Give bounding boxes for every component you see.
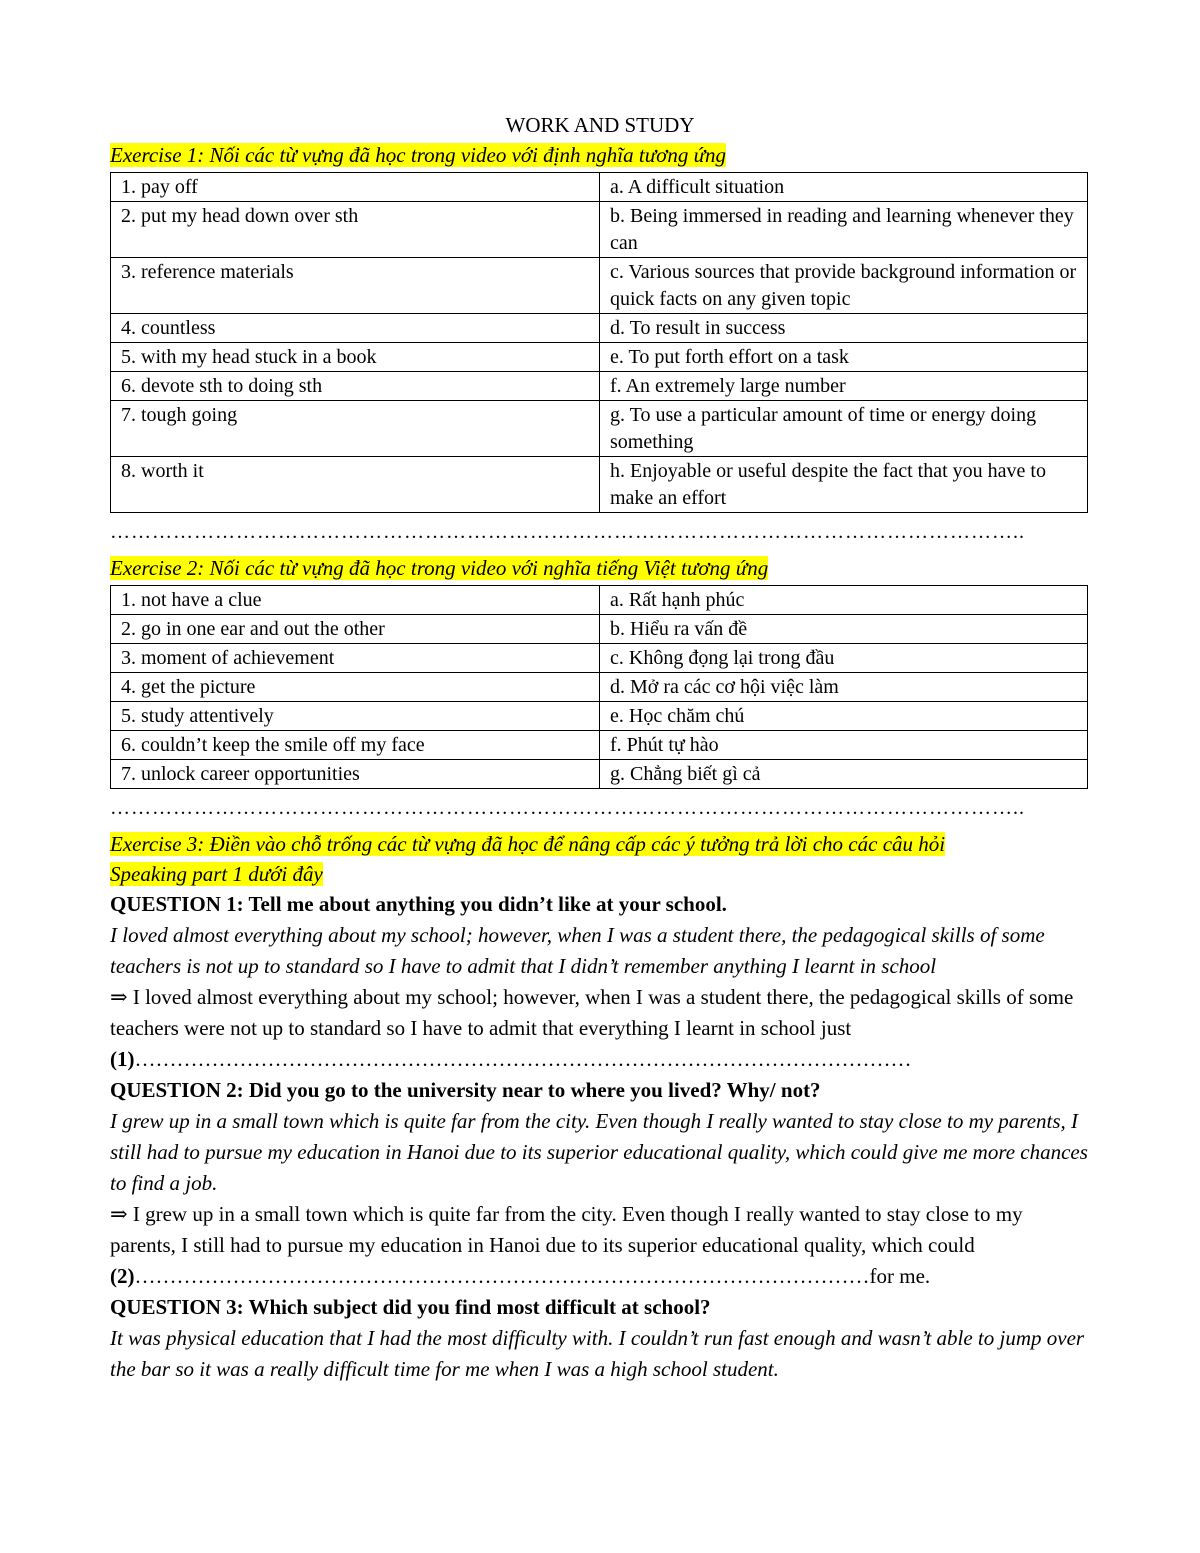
term-cell: 2. put my head down over sth bbox=[111, 202, 600, 258]
term-cell: 2. go in one ear and out the other bbox=[111, 615, 600, 644]
original-answer: It was physical education that I had the most difficulty with. I couldn’t run fast enough and wasn’t able to jump over the bar so it was a really difficult time for me when I was a high school student. bbox=[110, 1326, 1085, 1381]
definition-cell: c. Không đọng lại trong đầu bbox=[600, 644, 1088, 673]
term-cell: 6. devote sth to doing sth bbox=[111, 372, 600, 401]
definition-cell: g. To use a particular amount of time or energy doing something bbox=[600, 401, 1088, 457]
definition-cell: a. Rất hạnh phúc bbox=[600, 586, 1088, 615]
dotted-separator: ………………………………………………………………………………………………………………….. bbox=[110, 797, 1025, 819]
blank-label: (1) bbox=[110, 1047, 135, 1071]
term-cell: 7. unlock career opportunities bbox=[111, 760, 600, 789]
term-cell: 7. tough going bbox=[111, 401, 600, 457]
term-cell: 3. reference materials bbox=[111, 258, 600, 314]
table-row bbox=[111, 760, 1088, 789]
term-cell: 1. not have a clue bbox=[111, 586, 600, 615]
definition-cell: f. Phút tự hào bbox=[600, 731, 1088, 760]
question-text: Tell me about anything you didn’t like at your school. bbox=[243, 892, 727, 916]
term-cell: 6. couldn’t keep the smile off my face bbox=[111, 731, 600, 760]
fill-in-blank[interactable]: …………………………………………………………………………………………… bbox=[134, 1264, 870, 1288]
blank-label: (2) bbox=[110, 1264, 135, 1288]
table-row bbox=[111, 673, 1088, 702]
definition-cell: d. To result in success bbox=[600, 314, 1088, 343]
question-2 bbox=[110, 1075, 1090, 1106]
definition-cell: h. Enjoyable or useful despite the fact that you have to make an effort bbox=[600, 457, 1088, 513]
original-answer: I grew up in a small town which is quite far from the city. Even though I really wanted to stay close to my parents, I still had to pursue my education in Hanoi due to its superior educational quality, which could give me more chances to find a job. bbox=[110, 1109, 1088, 1195]
improved-text: ⇒ I grew up in a small town which is quite far from the city. Even though I really wanted to stay close to my parents, I still had to pursue my education in Hanoi due to its superior educational quality, which could bbox=[110, 1202, 1023, 1257]
table-row bbox=[111, 173, 1088, 202]
improved-text: ⇒ I loved almost everything about my school; however, when I was a student there, the pedagogical skills of some teachers were not up to standard so I have to admit that everything I learnt in school just bbox=[110, 985, 1074, 1040]
table-row bbox=[111, 702, 1088, 731]
exercise2-heading bbox=[110, 553, 1090, 583]
question-label: QUESTION 1: bbox=[110, 892, 244, 916]
dotted-separator: ………………………………………………………………………………………………………………….. bbox=[110, 521, 1025, 543]
exercise2-table bbox=[110, 585, 1088, 789]
term-cell: 4. countless bbox=[111, 314, 600, 343]
definition-cell: a. A difficult situation bbox=[600, 173, 1088, 202]
exercise1-table bbox=[110, 172, 1088, 513]
table-row bbox=[111, 372, 1088, 401]
definition-cell: f. An extremely large number bbox=[600, 372, 1088, 401]
definition-cell: e. Học chăm chú bbox=[600, 702, 1088, 731]
question-3 bbox=[110, 1292, 1090, 1323]
table-row bbox=[111, 314, 1088, 343]
table-row bbox=[111, 258, 1088, 314]
original-answer: I loved almost everything about my school; however, when I was a student there, the pedagogical skills of some teachers is not up to standard so I have to admit that I didn’t remember anything I learnt in school bbox=[110, 923, 1045, 978]
exercise1-heading-text: Exercise 1: Nối các từ vựng đã học trong video với định nghĩa tương ứng bbox=[110, 143, 727, 167]
fill-in-blank[interactable]: ………………………………………………………………………………………………… bbox=[134, 1047, 912, 1071]
table-row bbox=[111, 644, 1088, 673]
term-cell: 5. study attentively bbox=[111, 702, 600, 731]
question-1 bbox=[110, 889, 1090, 920]
question-label: QUESTION 2: bbox=[110, 1078, 244, 1102]
definition-cell: c. Various sources that provide background information or quick facts on any given topic bbox=[600, 258, 1088, 314]
improved-answer bbox=[110, 1199, 1090, 1292]
exercise3-heading bbox=[110, 829, 1090, 889]
definition-cell: d. Mở ra các cơ hội việc làm bbox=[600, 673, 1088, 702]
table-row bbox=[111, 343, 1088, 372]
definition-cell: g. Chẳng biết gì cả bbox=[600, 760, 1088, 789]
table-row bbox=[111, 615, 1088, 644]
exercise1-heading bbox=[110, 140, 1090, 170]
exercise3-heading-line1: Exercise 3: Điền vào chỗ trống các từ vựng đã học để nâng cấp các ý tưởng trả lời cho các câu hỏi bbox=[110, 832, 946, 856]
question-label: QUESTION 3: bbox=[110, 1295, 244, 1319]
definition-cell: e. To put forth effort on a task bbox=[600, 343, 1088, 372]
table-row bbox=[111, 457, 1088, 513]
definition-cell: b. Hiểu ra vấn đề bbox=[600, 615, 1088, 644]
question-text: Which subject did you find most difficult at school? bbox=[243, 1295, 711, 1319]
question-text: Did you go to the university near to where you lived? Why/ not? bbox=[243, 1078, 821, 1102]
after-blank-text: for me. bbox=[869, 1264, 931, 1288]
document-content bbox=[110, 110, 1090, 1385]
term-cell: 1. pay off bbox=[111, 173, 600, 202]
term-cell: 5. with my head stuck in a book bbox=[111, 343, 600, 372]
term-cell: 8. worth it bbox=[111, 457, 600, 513]
term-cell: 3. moment of achievement bbox=[111, 644, 600, 673]
table-row bbox=[111, 586, 1088, 615]
table-row bbox=[111, 731, 1088, 760]
page-title: WORK AND STUDY bbox=[505, 113, 695, 137]
term-cell: 4. get the picture bbox=[111, 673, 600, 702]
table-row bbox=[111, 401, 1088, 457]
exercise2-heading-text: Exercise 2: Nối các từ vựng đã học trong video với nghĩa tiếng Việt tương ứng bbox=[110, 556, 769, 580]
table-row bbox=[111, 202, 1088, 258]
definition-cell: b. Being immersed in reading and learning whenever they can bbox=[600, 202, 1088, 258]
improved-answer bbox=[110, 982, 1090, 1075]
exercise3-heading-line2: Speaking part 1 dưới đây bbox=[110, 862, 323, 886]
